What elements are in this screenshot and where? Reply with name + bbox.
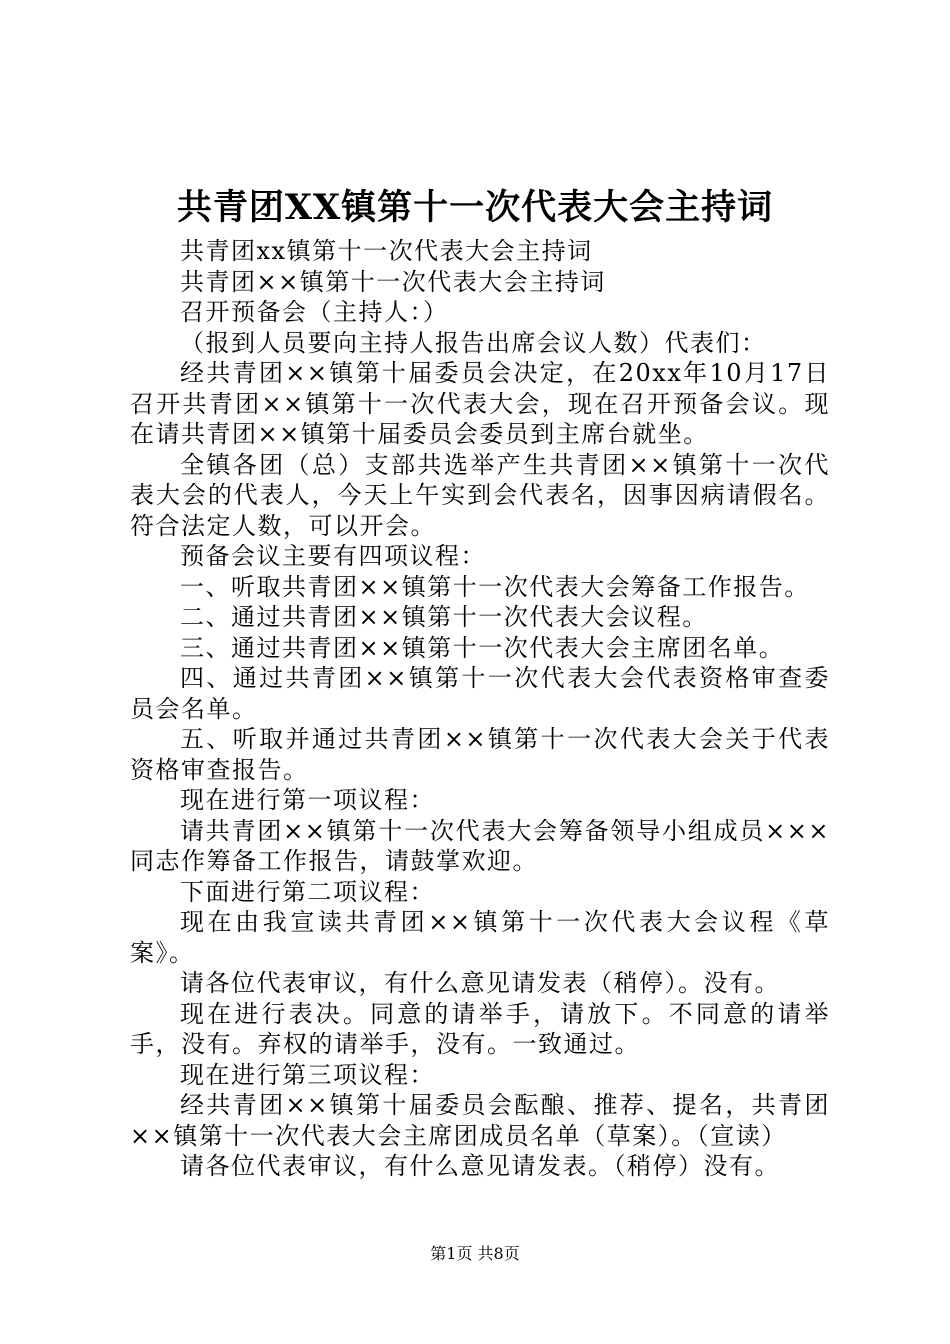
- paragraph: 现在由我宣读共青团××镇第十一次代表大会议程《草案》。: [130, 908, 830, 967]
- document-title: 共青团XX镇第十一次代表大会主持词: [176, 187, 774, 228]
- paragraph: 共青团××镇第十一次代表大会主持词: [180, 267, 606, 296]
- paragraph: 现在进行表决。同意的请举手，请放下。不同意的请举手，没有。弃权的请举手，没有。一致通过。: [130, 999, 830, 1058]
- agenda-item: 一、听取共青团××镇第十一次代表大会筹备工作报告。: [180, 572, 810, 601]
- paragraph: 请共青团××镇第十一次代表大会筹备领导小组成员×××同志作筹备工作报告，请鼓掌欢迎。: [130, 816, 830, 875]
- agenda-item: 四、通过共青团××镇第十一次代表大会代表资格审查委员会名单。: [130, 664, 830, 723]
- paragraph: 请各位代表审议，有什么意见请发表（稍停）。没有。: [180, 969, 780, 997]
- agenda-item: 二、通过共青团××镇第十一次代表大会议程。: [180, 603, 708, 631]
- paragraph: 现在进行第三项议程：: [180, 1060, 435, 1089]
- paragraph: 下面进行第二项议程：: [180, 877, 435, 906]
- document-body: [130, 236, 830, 1182]
- paragraph: 预备会议主要有四项议程：: [180, 542, 486, 570]
- paragraph: 请各位代表审议，有什么意见请发表。（稍停）没有。: [180, 1152, 780, 1180]
- paragraph: 现在进行第一项议程：: [180, 786, 435, 814]
- agenda-item: 三、通过共青团××镇第十一次代表大会主席团名单。: [180, 633, 785, 662]
- page-footer: 第1页 共8页: [430, 1244, 520, 1263]
- paragraph: 经共青团××镇第十届委员会酝酿、推荐、提名，共青团××镇第十一次代表大会主席团成员名单（草案）。（宣读）: [130, 1091, 830, 1150]
- paragraph: 共青团xx镇第十一次代表大会主持词: [180, 237, 593, 265]
- paragraph: 全镇各团（总）支部共选举产生共青团××镇第十一次代表大会的代表人，今天上午实到会代表名，因事因病请假名。符合法定人数，可以开会。: [130, 450, 830, 540]
- paragraph: 召开预备会（主持人：）: [180, 298, 449, 326]
- paragraph: （报到人员要向主持人报告出席会议人数）代表们：: [180, 328, 767, 357]
- paragraph: 经共青团××镇第十届委员会决定，在20xx年10月17日召开共青团××镇第十一次代表大会，现在召开预备会议。现在请共青团××镇第十届委员会委员到主席台就坐。: [130, 359, 830, 448]
- agenda-item: 五、听取并通过共青团××镇第十一次代表大会关于代表资格审查报告。: [130, 725, 830, 784]
